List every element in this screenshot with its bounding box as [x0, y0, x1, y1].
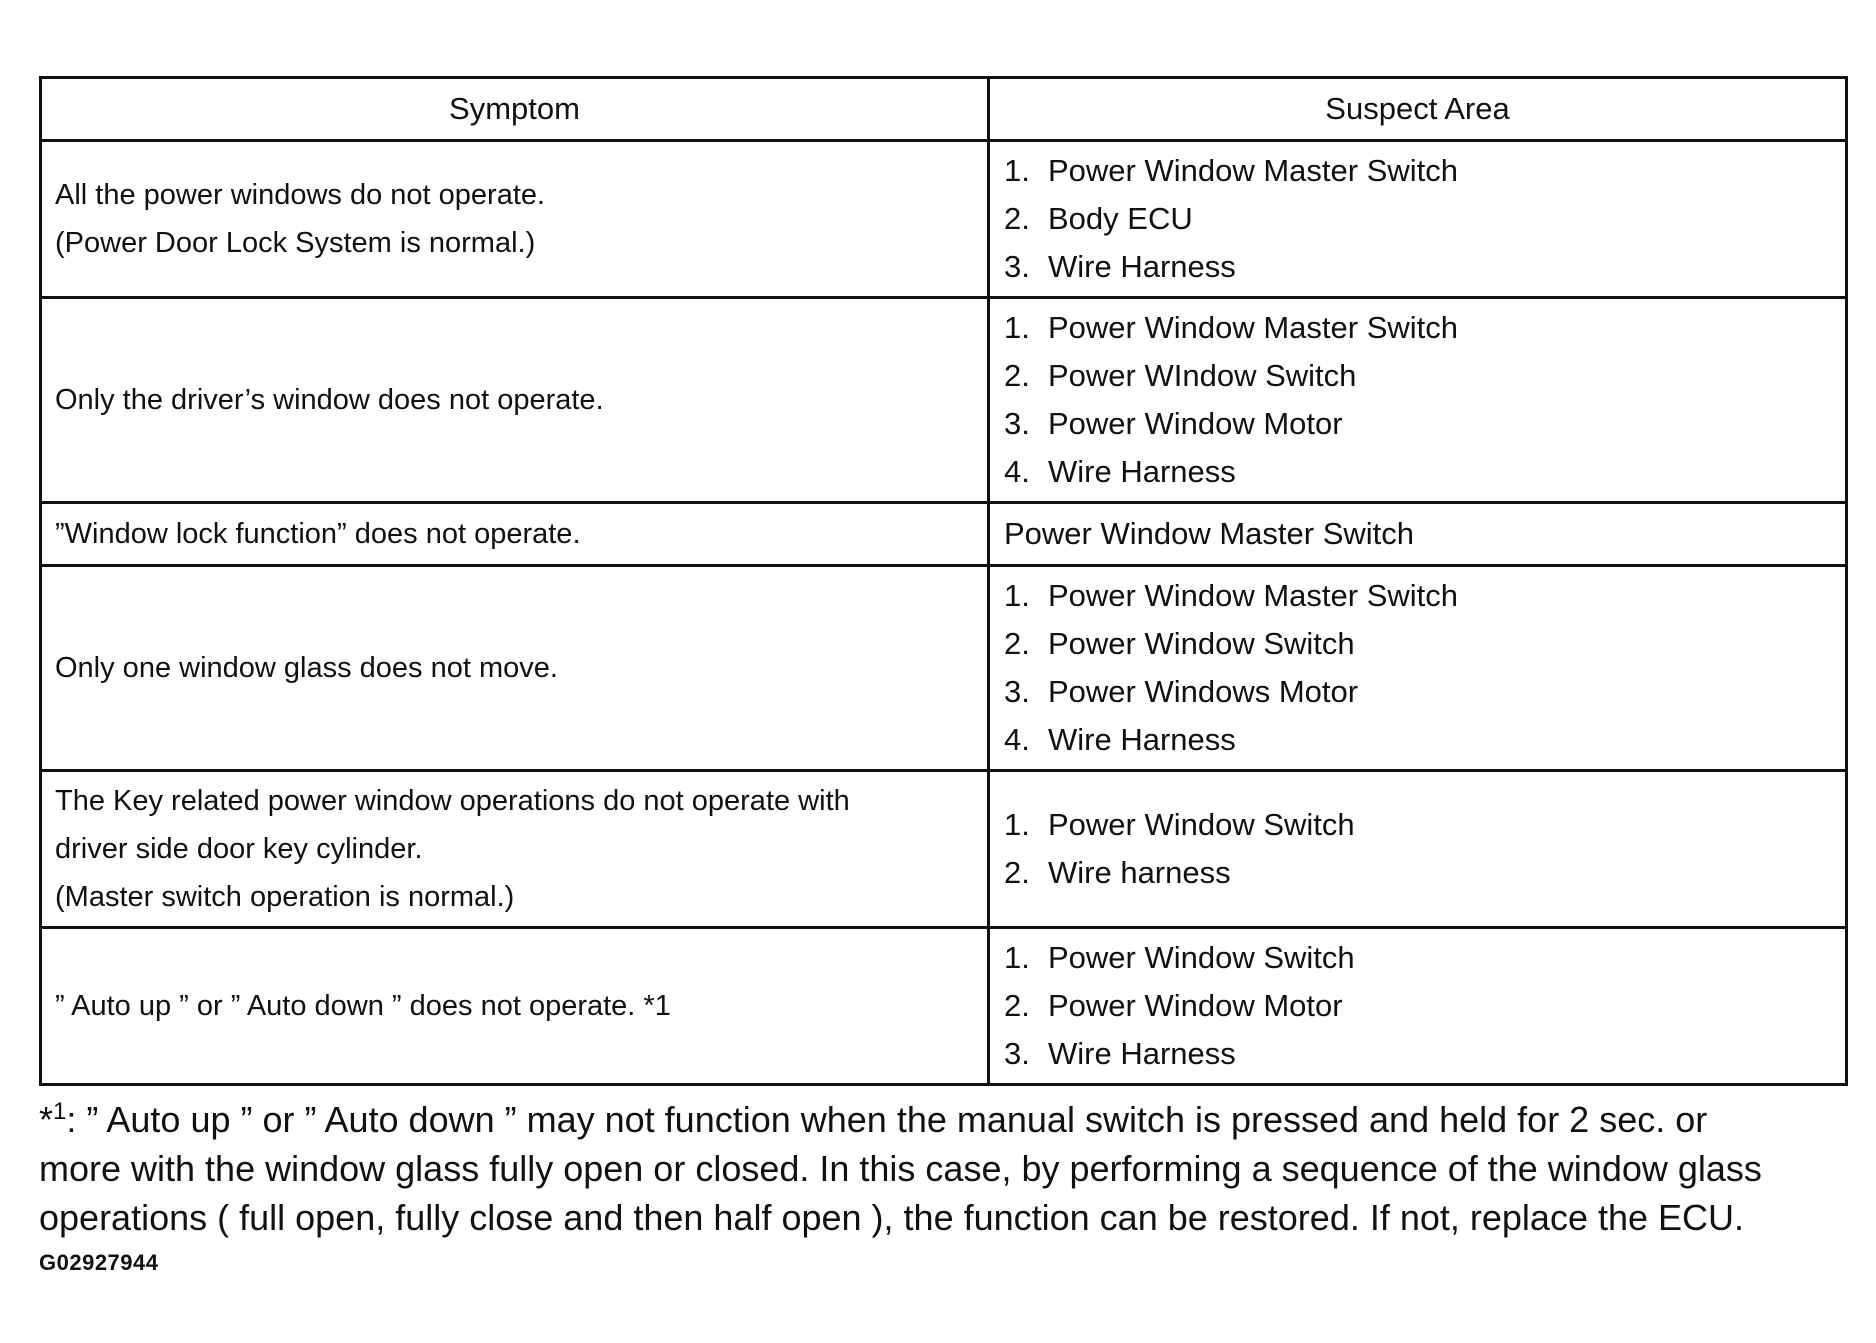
item-number: 1. — [1004, 310, 1030, 345]
suspect-cell — [989, 141, 1847, 298]
suspect-list — [1004, 147, 1845, 291]
footnote-marker: 1 — [53, 1098, 67, 1125]
footnote — [39, 1095, 1859, 1242]
item-number: 2. — [1004, 358, 1030, 393]
figure-code: G02927944 — [39, 1250, 159, 1275]
header-suspect-area: Suspect Area — [989, 78, 1847, 141]
item-text: Wire Harness — [1048, 249, 1236, 284]
item-text: Power Windows Motor — [1048, 674, 1359, 709]
table-row — [41, 503, 1847, 566]
suspect-item — [1004, 934, 1845, 982]
item-number: 1. — [1004, 578, 1030, 613]
item-number: 2. — [1004, 855, 1030, 890]
item-number: 3. — [1004, 674, 1030, 709]
item-number: 2. — [1004, 626, 1030, 661]
symptom-text: The Key related power window operations do not operate with — [55, 785, 850, 817]
troubleshooting-table — [39, 76, 1848, 1086]
table-row — [41, 928, 1847, 1085]
item-number: 2. — [1004, 988, 1030, 1023]
item-text: Power Window Switch — [1048, 807, 1355, 842]
suspect-item — [1004, 352, 1845, 400]
suspect-cell — [989, 298, 1847, 503]
footnote-line: operations ( full open, fully close and then half open ), the function can be restored. If not, replace the ECU. — [39, 1197, 1745, 1238]
symptom-text: Only the driver’s window does not operate. — [55, 384, 604, 416]
troubleshooting-table-container — [39, 76, 1845, 1086]
symptom-text: (Power Door Lock System is normal.) — [55, 227, 536, 259]
item-text: Power Window Motor — [1048, 406, 1343, 441]
suspect-list — [1004, 572, 1845, 764]
suspect-cell — [989, 503, 1847, 566]
table-row — [41, 298, 1847, 503]
suspect-item — [1004, 195, 1845, 243]
item-text: Power Window Switch — [1048, 626, 1355, 661]
suspect-item — [1004, 1030, 1845, 1078]
symptom-cell — [41, 298, 989, 503]
item-text: Power Window Switch — [1048, 940, 1355, 975]
suspect-item — [1004, 243, 1845, 291]
suspect-cell — [989, 928, 1847, 1085]
suspect-item — [1004, 716, 1845, 764]
item-number: 1. — [1004, 807, 1030, 842]
suspect-item — [1004, 982, 1845, 1030]
item-text: Power Window Master Switch — [1048, 310, 1459, 345]
item-text: Wire Harness — [1048, 1036, 1236, 1071]
item-text: Wire Harness — [1048, 454, 1236, 489]
table-header-row — [41, 78, 1847, 141]
footnote-line: more with the window glass fully open or closed. In this case, by performing a sequence of the window glass — [39, 1148, 1762, 1189]
suspect-item — [1004, 849, 1845, 897]
suspect-list — [1004, 304, 1845, 496]
item-number: 3. — [1004, 1036, 1030, 1071]
item-text: Wire Harness — [1048, 722, 1236, 757]
item-text: Power Window Master Switch — [1048, 153, 1459, 188]
suspect-list — [1004, 801, 1845, 897]
suspect-list — [1004, 934, 1845, 1078]
suspect-item — [1004, 668, 1845, 716]
symptom-text: ” Auto up ” or ” Auto down ” does not operate. *1 — [55, 990, 671, 1022]
symptom-text: ”Window lock function” does not operate. — [55, 518, 581, 550]
table-row — [41, 566, 1847, 771]
item-number: 3. — [1004, 406, 1030, 441]
suspect-item — [1004, 448, 1845, 496]
item-text: Body ECU — [1048, 201, 1193, 236]
footnote-star: * — [39, 1099, 54, 1140]
suspect-item — [1004, 400, 1845, 448]
item-number: 2. — [1004, 201, 1030, 236]
item-text: Power Window Master Switch — [1048, 578, 1459, 613]
suspect-cell — [989, 566, 1847, 771]
suspect-text: Power Window Master Switch — [1004, 516, 1415, 551]
suspect-item — [1004, 801, 1845, 849]
suspect-item — [1004, 147, 1845, 195]
symptom-cell — [41, 928, 989, 1085]
symptom-text: driver side door key cylinder. — [55, 833, 423, 865]
symptom-cell — [41, 141, 989, 298]
symptom-text: (Master switch operation is normal.) — [55, 881, 515, 913]
table-row — [41, 771, 1847, 928]
suspect-item — [1004, 304, 1845, 352]
item-number: 1. — [1004, 153, 1030, 188]
symptom-text: Only one window glass does not move. — [55, 652, 558, 684]
symptom-cell — [41, 566, 989, 771]
suspect-cell — [989, 771, 1847, 928]
symptom-cell — [41, 771, 989, 928]
footnote-text: : ” Auto up ” or ” Auto down ” may not function when the manual switch is pressed and held for 2 sec. or — [66, 1099, 1708, 1140]
item-number: 1. — [1004, 940, 1030, 975]
suspect-item — [1004, 572, 1845, 620]
header-symptom: Symptom — [41, 78, 989, 141]
item-number: 3. — [1004, 249, 1030, 284]
suspect-item — [1004, 620, 1845, 668]
symptom-text: All the power windows do not operate. — [55, 179, 546, 211]
item-text: Power Window Motor — [1048, 988, 1343, 1023]
item-number: 4. — [1004, 454, 1030, 489]
item-text: Power WIndow Switch — [1048, 358, 1357, 393]
footnote-line — [39, 1095, 1859, 1144]
item-number: 4. — [1004, 722, 1030, 757]
item-text: Wire harness — [1048, 855, 1231, 890]
symptom-cell — [41, 503, 989, 566]
table-row — [41, 141, 1847, 298]
